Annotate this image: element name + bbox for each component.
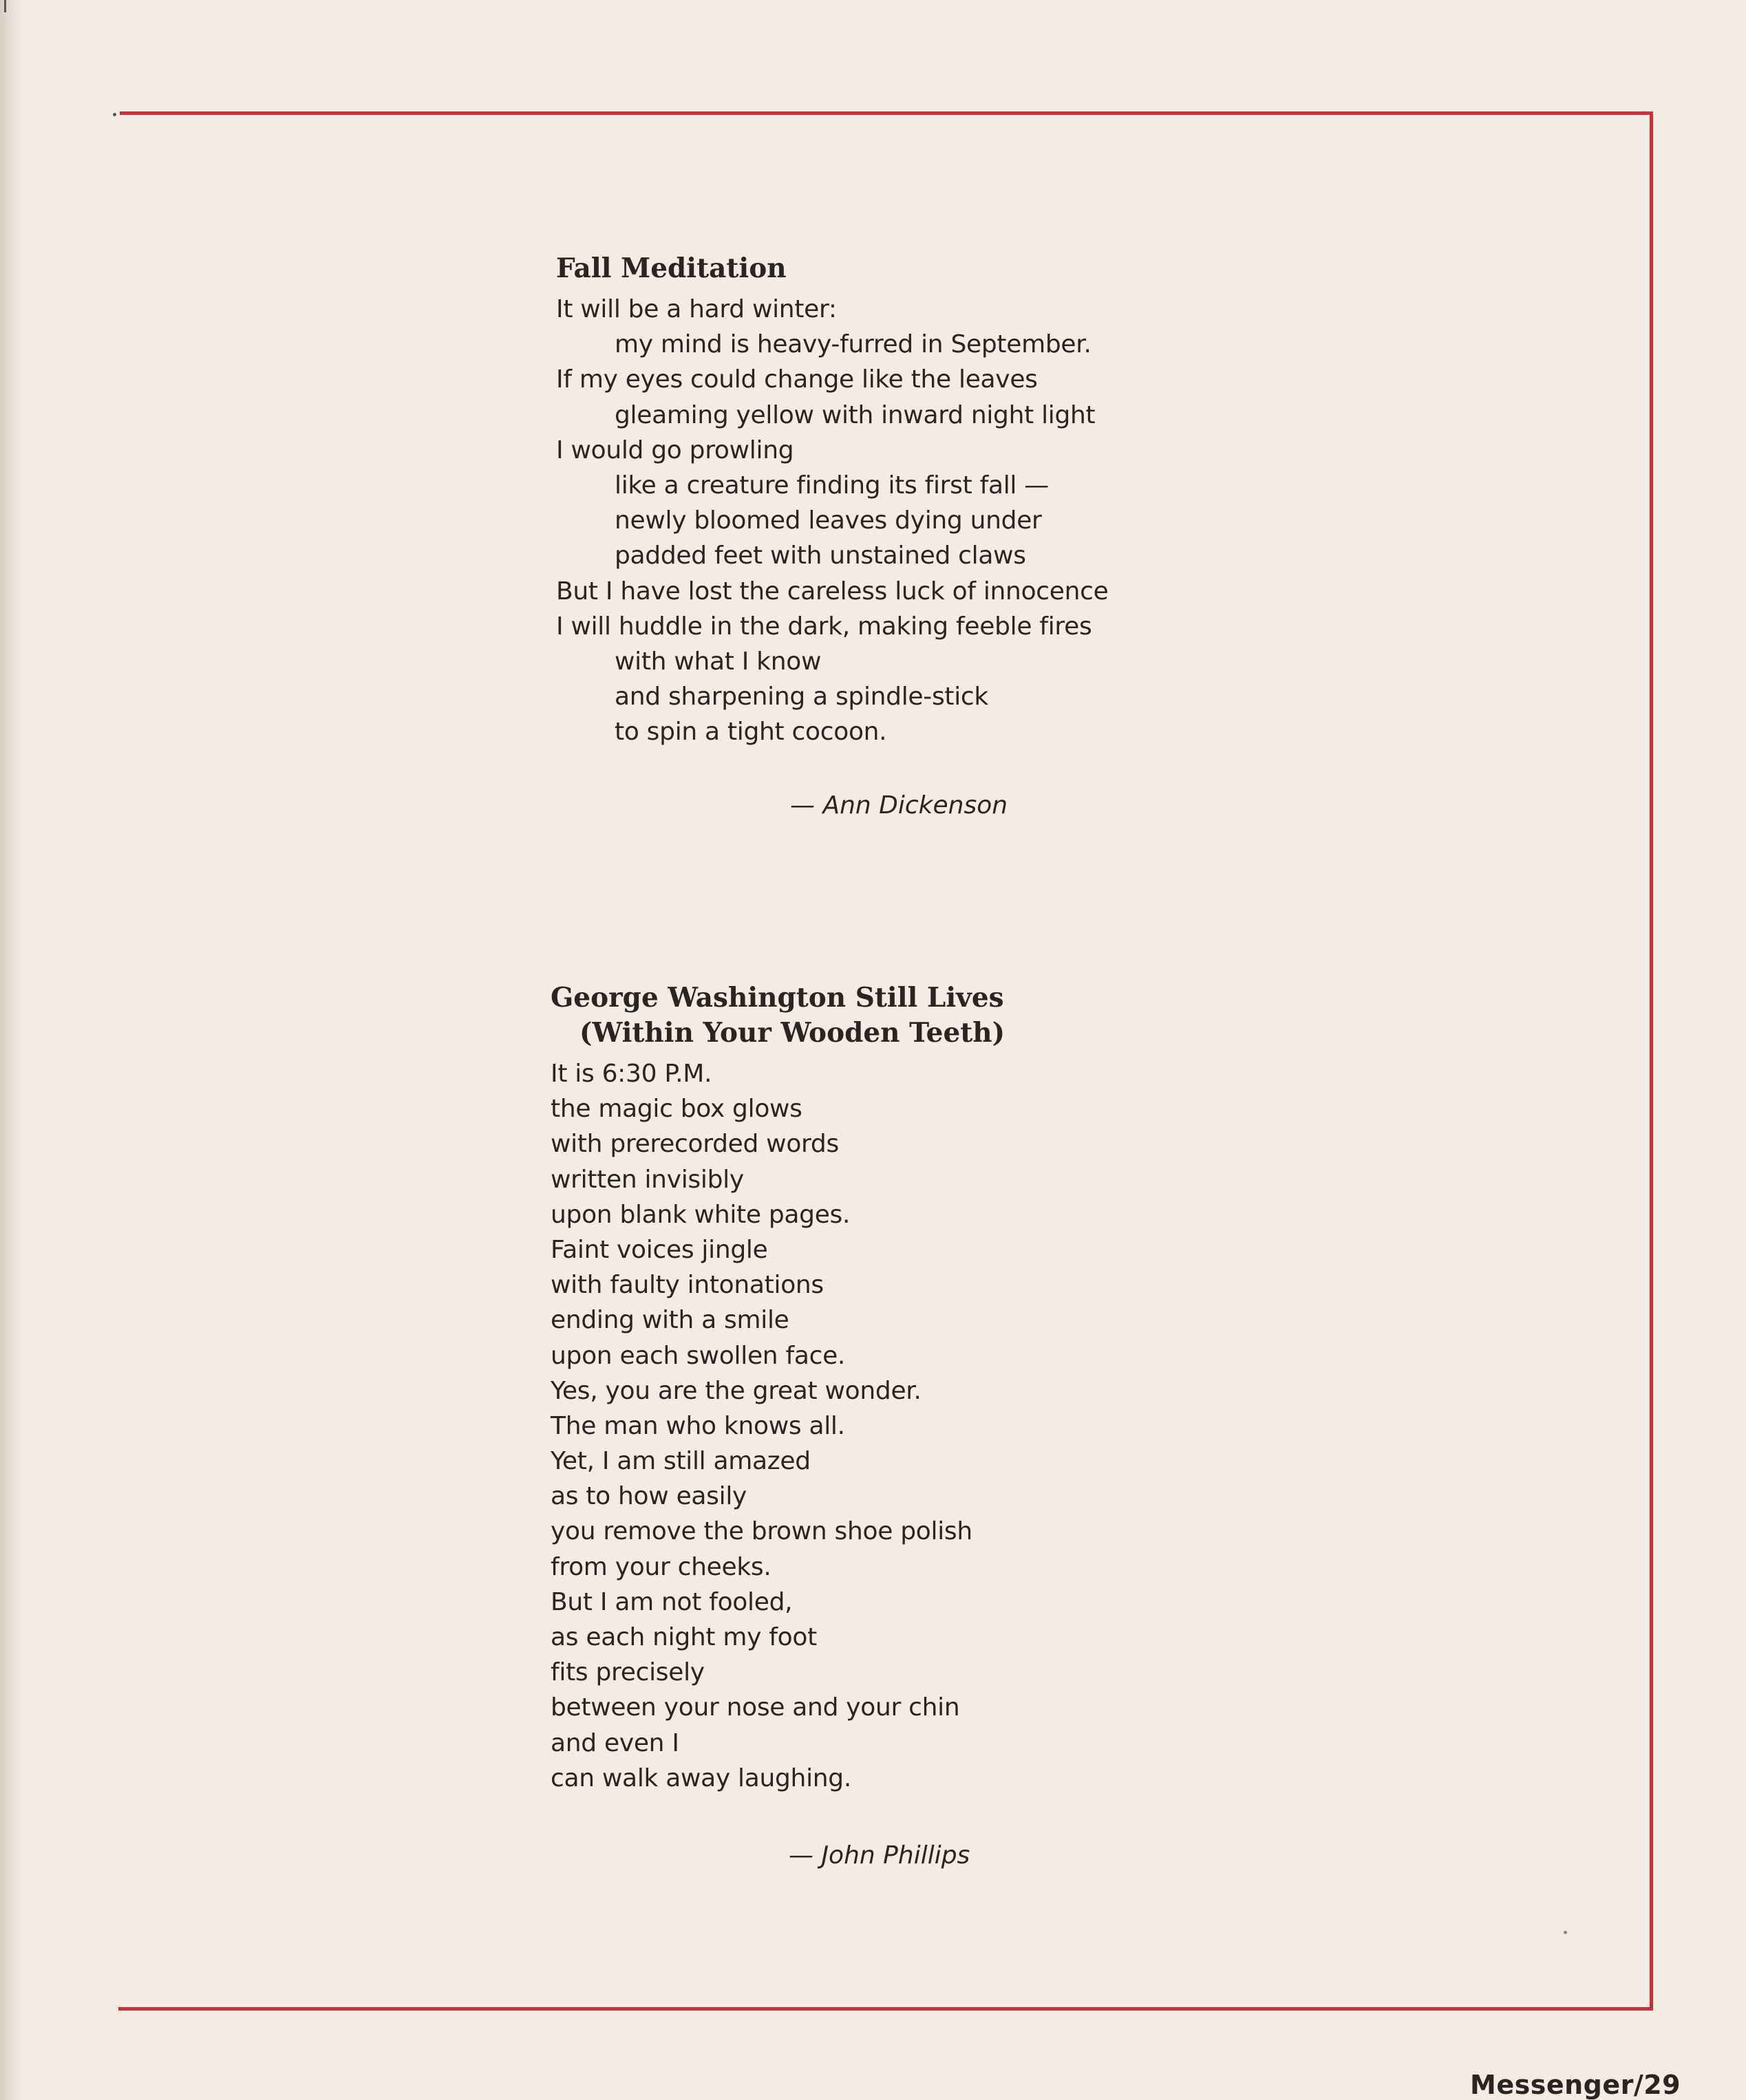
poem-fall-meditation (556, 251, 1244, 749)
poem-title: George Washington Still Lives (551, 982, 1004, 1014)
poem-line: ending with a smile (551, 1306, 789, 1335)
poem-george-washington (551, 981, 1239, 1796)
poem-line: as to how easily (551, 1482, 747, 1511)
red-frame-bottom-rule (118, 2007, 1653, 2011)
poem-line: between your nose and your chin (551, 1693, 960, 1722)
poem-line: can walk away laughing. (551, 1764, 851, 1792)
poem-line: If my eyes could change like the leaves (556, 365, 1038, 394)
poem-author: — Ann Dickenson (790, 791, 1008, 819)
print-speck (1564, 1931, 1567, 1934)
poem-line: I will huddle in the dark, making feeble fires (556, 612, 1092, 641)
poem-line: the magic box glows (551, 1095, 802, 1124)
poem-line: gleaming yellow with inward night light (615, 400, 1096, 429)
poem-line: upon each swollen face. (551, 1341, 846, 1370)
poem-author: — John Phillips (789, 1841, 970, 1869)
poem-line: from your cheeks. (551, 1552, 771, 1581)
poem-title: Fall Meditation (556, 253, 787, 284)
poem-line: I would go prowling (556, 436, 794, 464)
poem-subtitle: (Within Your Wooden Teeth) (579, 1017, 1005, 1049)
poem-body (556, 292, 1244, 749)
poem-line: fits precisely (551, 1658, 705, 1687)
print-speck (113, 113, 116, 116)
book-spine-shadow (0, 0, 23, 2100)
poem-line: as each night my foot (551, 1623, 817, 1651)
poem-line: But I am not fooled, (551, 1587, 793, 1616)
poem-line: written invisibly (551, 1165, 744, 1194)
poem-line: The man who knows all. (551, 1411, 845, 1440)
poem-line: Yet, I am still amazed (551, 1447, 811, 1476)
poem-line: It is 6:30 P.M. (551, 1060, 712, 1088)
poem-line: newly bloomed leaves dying under (615, 506, 1042, 535)
poem-line: upon blank white pages. (551, 1200, 851, 1229)
poem-line: like a creature finding its first fall — (615, 471, 1049, 500)
poem-line: my mind is heavy-furred in September. (615, 330, 1092, 359)
page-footer-label: Messenger/29 (1470, 2070, 1681, 2100)
poem-body (551, 1056, 1239, 1796)
poem-line: Yes, you are the great wonder. (551, 1376, 922, 1405)
poem-line: and even I (551, 1728, 679, 1757)
poem-line: Faint voices jingle (551, 1235, 768, 1264)
poem-line: with faulty intonations (551, 1271, 824, 1300)
page-edge-mark (4, 0, 6, 12)
poem-line: to spin a tight cocoon. (615, 718, 887, 747)
red-frame-right-rule (1650, 111, 1653, 2011)
poem-line: with what I know (615, 647, 822, 676)
poem-line: you remove the brown shoe polish (551, 1517, 972, 1546)
poem-line: with prerecorded words (551, 1130, 839, 1159)
poem-line: It will be a hard winter: (556, 295, 837, 323)
red-frame-top-rule (120, 111, 1652, 115)
poem-line: padded feet with unstained claws (615, 542, 1026, 570)
poem-line: and sharpening a spindle-stick (615, 683, 988, 711)
poem-line: But I have lost the careless luck of innocence (556, 577, 1109, 606)
